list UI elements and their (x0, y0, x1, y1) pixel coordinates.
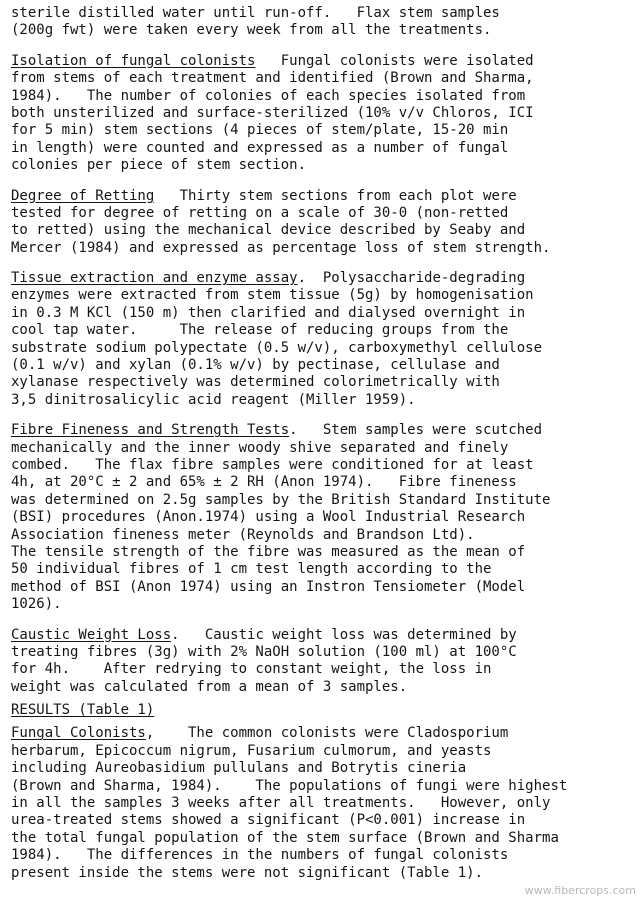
line-text: in 0.3 M KCl (150 m) then clarified and dialysed overnight in (11, 304, 526, 321)
line-text: 4h, at 20°C ± 2 and 65% ± 2 RH (Anon 1974). Fibre fineness (11, 474, 517, 491)
section-heading: Caustic Weight Loss (11, 626, 172, 643)
text-line (11, 392, 636, 409)
line-text: treating fibres (3g) with 2% NaOH solution (100 ml) at 100°C (11, 643, 517, 660)
text-line (11, 357, 636, 374)
section-heading: Degree of Retting (11, 187, 155, 204)
text-line (11, 122, 636, 139)
text-line (11, 561, 636, 578)
text-line (11, 847, 636, 864)
text-line (11, 492, 636, 509)
text-line (11, 760, 636, 777)
section-heading: RESULTS (Table 1) (11, 702, 155, 719)
text-line (11, 509, 636, 526)
line-text: . Stem samples were scutched (289, 422, 543, 439)
line-text: urea-treated stems showed a significant (P<0.001) increase in (11, 812, 526, 829)
text-line (11, 527, 636, 544)
line-text: mechanically and the inner woody shive separated and finely (11, 439, 509, 456)
line-text: . Polysaccharide-degrading (297, 270, 526, 287)
text-line (11, 140, 636, 157)
text-line (11, 222, 636, 239)
section-heading-line (11, 627, 636, 644)
text-line (11, 70, 636, 87)
line-text: to retted) using the mechanical device described by Seaby and (11, 222, 526, 239)
paragraph-gap (11, 409, 636, 422)
line-text: tested for degree of retting on a scale of 30-0 (non-retted (11, 204, 509, 221)
section-heading: Isolation of fungal colonists (11, 52, 256, 69)
line-text: 3,5 dinitrosalicylic acid reagent (Miller 1959). (11, 391, 416, 408)
line-text: present inside the stems were not significant (Table 1). (11, 864, 484, 881)
text-line (11, 88, 636, 105)
line-text: 1984). The number of colonies of each species isolated from (11, 87, 526, 104)
text-line (11, 205, 636, 222)
line-text: in length) were counted and expressed as a number of fungal (11, 139, 509, 156)
section-heading: Fungal Colonists (11, 725, 146, 742)
text-line (11, 5, 636, 22)
line-text: Thirty stem sections from each plot were (154, 187, 517, 204)
text-line (11, 322, 636, 339)
section-heading: Fibre Fineness and Strength Tests (11, 422, 290, 439)
section-heading-line (11, 188, 636, 205)
text-line (11, 474, 636, 491)
line-text: the total fungal population of the stem surface (Brown and Sharma (11, 829, 559, 846)
document-page (11, 5, 636, 882)
text-line (11, 795, 636, 812)
line-text: cool tap water. The release of reducing groups from the (11, 322, 509, 339)
line-text: in all the samples 3 weeks after all treatments. However, only (11, 795, 551, 812)
section-heading-line (11, 702, 636, 719)
text-line (11, 830, 636, 847)
paragraph-gap (11, 175, 636, 188)
line-text: . Caustic weight loss was determined by (171, 626, 517, 643)
line-text: 1984). The differences in the numbers of fungal colonists (11, 847, 509, 864)
paragraph-gap (11, 40, 636, 53)
line-text: Fungal colonists were isolated (255, 52, 534, 69)
line-text: substrate sodium polypectate (0.5 w/v), carboxymethyl cellulose (11, 339, 543, 356)
line-text: combed. The flax fibre samples were conditioned for at least (11, 456, 534, 473)
text-line (11, 340, 636, 357)
text-line (11, 287, 636, 304)
text-line (11, 457, 636, 474)
line-text: including Aureobasidium pullulans and Botrytis cineria (11, 760, 467, 777)
section-heading-line (11, 270, 636, 287)
line-text: Mercer (1984) and expressed as percentage loss of stem strength. (11, 239, 551, 256)
line-text: enzymes were extracted from stem tissue (5g) by homogenisation (11, 287, 534, 304)
line-text: for 4h. After redrying to constant weight, the loss in (11, 661, 492, 678)
line-text: weight was calculated from a mean of 3 samples. (11, 678, 408, 695)
line-text: (BSI) procedures (Anon.1974) using a Wool Industrial Research (11, 509, 526, 526)
section-heading-line (11, 53, 636, 70)
section-heading: Tissue extraction and enzyme assay (11, 270, 298, 287)
text-line (11, 157, 636, 174)
text-line (11, 596, 636, 613)
text-line (11, 105, 636, 122)
line-text: for 5 min) stem sections (4 pieces of stem/plate, 15-20 min (11, 122, 509, 139)
line-text: Association fineness meter (Reynolds and Brandson Ltd). (11, 526, 475, 543)
text-line (11, 812, 636, 829)
text-line (11, 644, 636, 661)
line-text: herbarum, Epicoccum nigrum, Fusarium culmorum, and yeasts (11, 742, 492, 759)
paragraph-gap (11, 614, 636, 627)
text-line (11, 679, 636, 696)
text-line (11, 865, 636, 882)
text-line (11, 661, 636, 678)
text-line (11, 22, 636, 39)
line-text: was determined on 2.5g samples by the British Standard Institute (11, 491, 551, 508)
line-text: from stems of each treatment and identified (Brown and Sharma, (11, 70, 534, 87)
text-line (11, 240, 636, 257)
text-line (11, 440, 636, 457)
line-text: (Brown and Sharma, 1984). The populations of fungi were highest (11, 777, 568, 794)
line-text: 50 individual fibres of 1 cm test length according to the (11, 561, 492, 578)
line-text: colonies per piece of stem section. (11, 157, 307, 174)
line-text: (200g fwt) were taken every week from all the treatments. (11, 22, 492, 39)
paragraph-gap (11, 257, 636, 270)
line-text: , The common colonists were Cladosporium (145, 725, 509, 742)
text-line (11, 743, 636, 760)
text-line (11, 305, 636, 322)
text-line (11, 374, 636, 391)
line-text: both unsterilized and surface-sterilized (10% v/v Chloros, ICI (11, 104, 534, 121)
line-text: xylanase respectively was determined colorimetrically with (11, 374, 500, 391)
section-heading-line (11, 422, 636, 439)
text-line (11, 778, 636, 795)
line-text: 1026). (11, 596, 62, 613)
watermark: www.fibercrops.com (524, 884, 636, 897)
text-line (11, 544, 636, 561)
line-text: The tensile strength of the fibre was measured as the mean of (11, 543, 526, 560)
section-heading-line (11, 725, 636, 742)
line-text: sterile distilled water until run-off. Flax stem samples (11, 5, 500, 21)
line-text: method of BSI (Anon 1974) using an Instron Tensiometer (Model (11, 578, 526, 595)
line-text: (0.1 w/v) and xylan (0.1% w/v) by pectinase, cellulase and (11, 357, 500, 374)
text-line (11, 579, 636, 596)
